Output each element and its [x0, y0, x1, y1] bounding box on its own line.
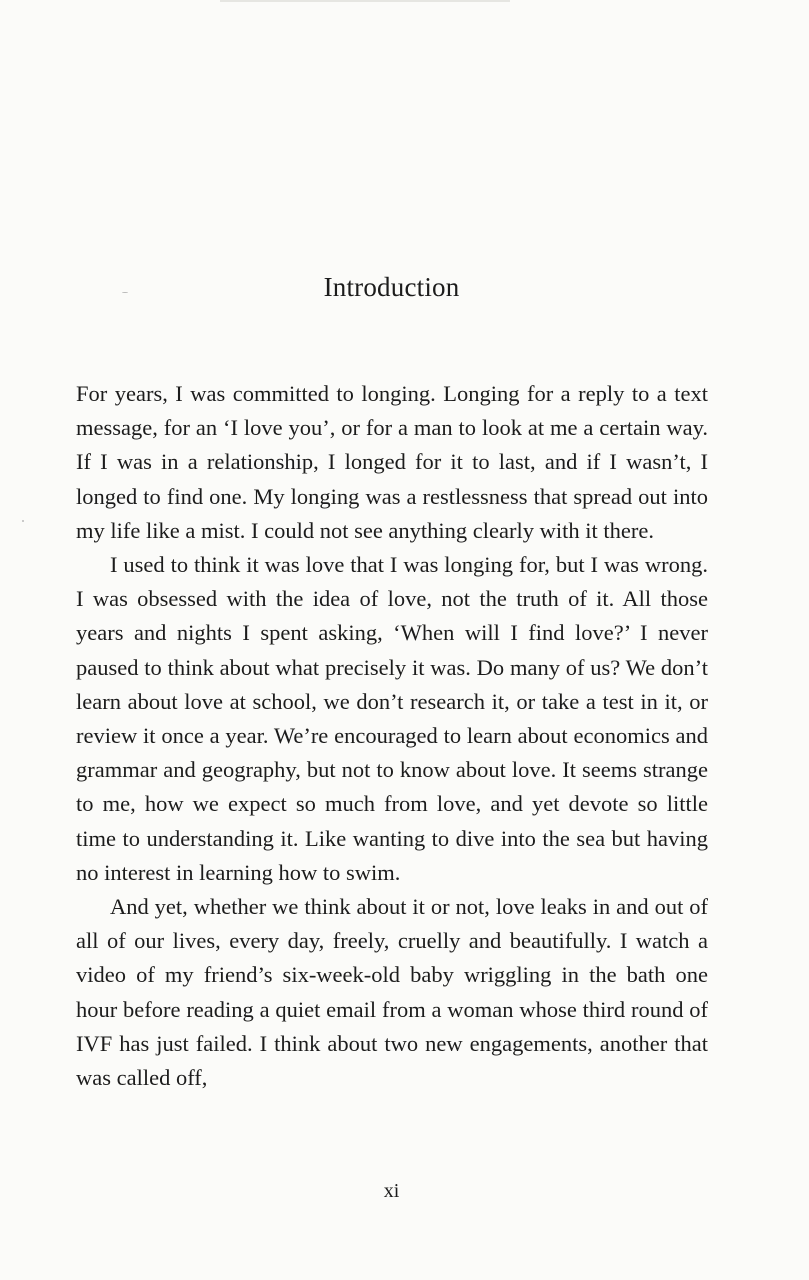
- paragraph-1: For years, I was committed to longing. Longing for a reply to a text message, for an ‘I love you’, or for a man to look at me a certain way. If I was in a relationship, I longed for it to last, and if I wasn’t, I longed to find one. My longing was a restlessness that spread out into my life like a mist. I could not see anything clearly with it there.: [76, 381, 708, 543]
- chapter-title: Introduction: [323, 272, 460, 302]
- scan-speck: [22, 520, 24, 522]
- paragraph-2: I used to think it was love that I was longing for, but I was wrong. I was obsessed with the idea of love, not the truth of it. All those years and nights I spent asking, ‘When will I find love?’ I never paused to think about what precisely it was. Do many of us? We don’t learn about love at school, we don’t research it, or take a test in it, or review it once a year. We’re encouraged to learn about economics and grammar and geography, but not to know about love. It seems strange to me, how we expect so much from love, and yet devote so little time to understanding it. Like wanting to dive into the sea but having no interest in learning how to swim.: [76, 552, 708, 885]
- page-top-edge: [220, 0, 510, 2]
- page-number: xi: [383, 1180, 400, 1202]
- paragraph-3: And yet, whether we think about it or not, love leaks in and out of all of our lives, every day, freely, cruelly and beautifully. I watch a video of my friend’s six-week-old baby wriggling in the bath one hour before reading a quiet email from a woman whose third round of IVF has just failed. I think about two new engagements, another that was called off,: [76, 894, 708, 1091]
- chapter-body: [76, 377, 708, 1095]
